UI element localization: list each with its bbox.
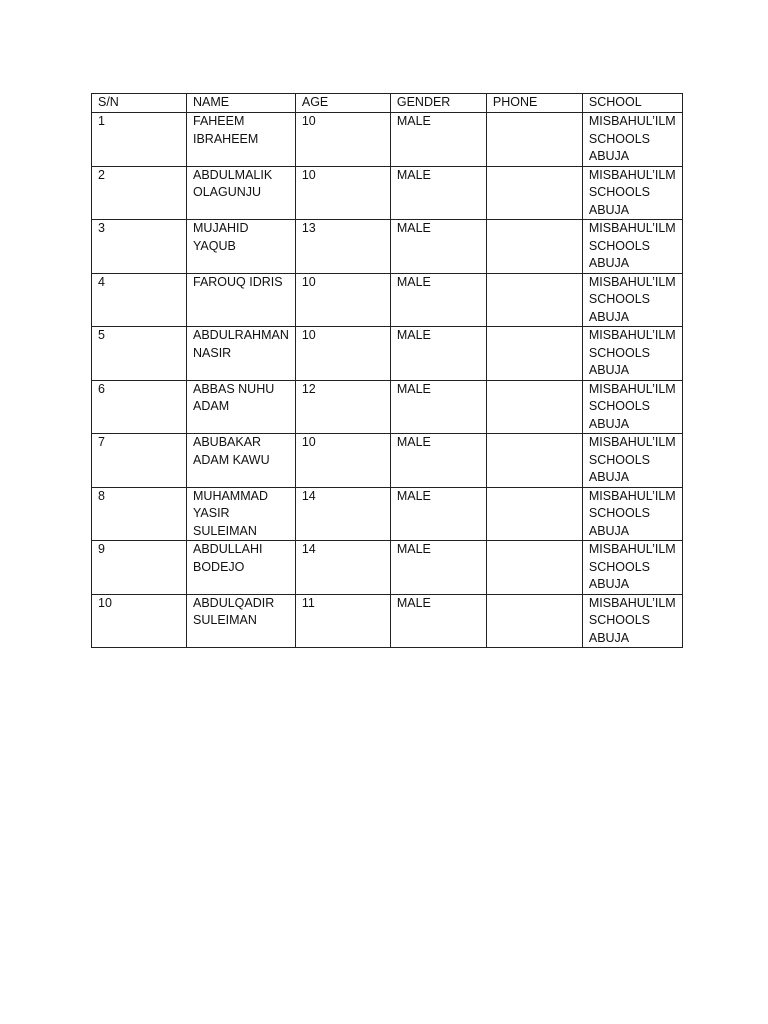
cell-name <box>187 541 296 595</box>
cell-sn <box>92 327 187 381</box>
cell-phone <box>486 380 582 434</box>
cell-name-text: ABBAS NUHU ADAM <box>193 381 275 413</box>
cell-age <box>295 487 390 541</box>
cell-sn <box>92 273 187 327</box>
cell-age-text: 14 <box>301 542 316 556</box>
cell-school <box>582 541 682 595</box>
cell-sn <box>92 434 187 488</box>
cell-sn-text: 10 <box>98 595 112 610</box>
student-table <box>91 93 683 648</box>
cell-gender-text: MALE <box>396 114 431 128</box>
cell-name-text: ABUBAKAR ADAM KAWU <box>193 435 270 467</box>
cell-age-text: 10 <box>301 274 316 289</box>
cell-gender <box>390 220 486 274</box>
cell-school <box>582 273 682 327</box>
cell-sn <box>92 113 187 167</box>
cell-school-text: MISBAHUL’ILM SCHOOLS ABUJA <box>588 488 676 538</box>
cell-school <box>582 594 682 648</box>
header-sn: S/N <box>92 94 187 113</box>
cell-school-text: MISBAHUL’ILM SCHOOLS ABUJA <box>588 381 676 431</box>
cell-age <box>295 166 390 220</box>
cell-school-text: MISBAHUL’ILM SCHOOLS ABUJA <box>588 542 676 591</box>
cell-sn-text: 4 <box>98 274 105 289</box>
cell-school-text: MISBAHUL’ILM SCHOOLS ABUJA <box>588 328 676 377</box>
cell-gender <box>390 487 486 541</box>
cell-school <box>582 113 682 167</box>
cell-age-text: 13 <box>301 221 316 235</box>
cell-sn <box>92 541 187 595</box>
cell-gender-text: MALE <box>396 381 431 396</box>
cell-age <box>295 273 390 327</box>
cell-name <box>187 487 296 541</box>
cell-age <box>295 327 390 381</box>
cell-sn <box>92 166 187 220</box>
table-row <box>92 380 683 434</box>
cell-gender <box>390 166 486 220</box>
cell-phone <box>486 487 582 541</box>
cell-sn-text: 2 <box>98 167 105 182</box>
cell-sn <box>92 487 187 541</box>
table-row <box>92 541 683 595</box>
cell-sn-text: 5 <box>98 328 105 342</box>
cell-age <box>295 220 390 274</box>
cell-school <box>582 327 682 381</box>
table-row <box>92 113 683 167</box>
table-row <box>92 273 683 327</box>
cell-age-text: 14 <box>301 488 316 503</box>
cell-school <box>582 380 682 434</box>
header-age: AGE <box>295 94 390 113</box>
cell-name-text: ABDULRAHMAN NASIR <box>193 328 289 360</box>
cell-gender-text: MALE <box>396 435 431 449</box>
cell-sn <box>92 380 187 434</box>
header-row <box>92 94 683 113</box>
header-phone: PHONE <box>486 94 582 113</box>
cell-age-text: 10 <box>301 328 316 342</box>
cell-school-text: MISBAHUL’ILM SCHOOLS ABUJA <box>588 221 676 270</box>
cell-sn <box>92 220 187 274</box>
table-row <box>92 594 683 648</box>
cell-sn <box>92 594 187 648</box>
cell-age <box>295 434 390 488</box>
cell-name <box>187 220 296 274</box>
cell-name <box>187 434 296 488</box>
cell-age-text: 10 <box>301 114 316 128</box>
cell-gender-text: MALE <box>396 595 431 610</box>
cell-phone <box>486 541 582 595</box>
cell-age-text: 10 <box>301 167 316 182</box>
cell-sn-text: 3 <box>98 221 105 235</box>
cell-phone <box>486 273 582 327</box>
cell-gender-text: MALE <box>396 167 431 182</box>
cell-phone <box>486 220 582 274</box>
cell-gender-text: MALE <box>396 221 431 235</box>
cell-sn-text: 1 <box>98 114 105 128</box>
cell-age <box>295 541 390 595</box>
header-name: NAME <box>187 94 296 113</box>
header-gender: GENDER <box>390 94 486 113</box>
cell-gender-text: MALE <box>396 328 431 342</box>
cell-phone <box>486 113 582 167</box>
cell-age-text: 11 <box>301 595 315 610</box>
cell-sn-text: 7 <box>98 435 105 449</box>
cell-gender <box>390 434 486 488</box>
table-header <box>92 94 683 113</box>
cell-phone <box>486 166 582 220</box>
table-body <box>92 113 683 648</box>
cell-age <box>295 113 390 167</box>
cell-school-text: MISBAHUL’ILM SCHOOLS ABUJA <box>588 274 676 324</box>
cell-gender <box>390 594 486 648</box>
header-school: SCHOOL <box>582 94 682 113</box>
cell-name-text: MUHAMMAD YASIR SULEIMAN <box>193 488 268 538</box>
cell-age-text: 10 <box>301 435 316 449</box>
cell-name <box>187 594 296 648</box>
cell-gender <box>390 113 486 167</box>
cell-gender-text: MALE <box>396 542 431 556</box>
cell-sn-text: 8 <box>98 488 105 503</box>
cell-school-text: MISBAHUL’ILM SCHOOLS ABUJA <box>588 114 676 163</box>
cell-school <box>582 487 682 541</box>
table-row <box>92 434 683 488</box>
cell-phone <box>486 434 582 488</box>
table-row <box>92 220 683 274</box>
cell-gender <box>390 541 486 595</box>
cell-school-text: MISBAHUL’ILM SCHOOLS ABUJA <box>588 435 676 484</box>
cell-name <box>187 166 296 220</box>
cell-name-text: MUJAHID YAQUB <box>193 221 249 253</box>
cell-name-text: ABDULLAHI BODEJO <box>193 542 263 574</box>
cell-school <box>582 220 682 274</box>
cell-name <box>187 273 296 327</box>
cell-phone <box>486 594 582 648</box>
cell-age-text: 12 <box>301 381 316 396</box>
cell-school-text: MISBAHUL’ILM SCHOOLS ABUJA <box>588 167 676 217</box>
cell-gender <box>390 380 486 434</box>
cell-name-text: ABDULMALIK OLAGUNJU <box>193 167 273 199</box>
cell-age <box>295 380 390 434</box>
cell-gender-text: MALE <box>396 274 431 289</box>
cell-gender <box>390 273 486 327</box>
cell-name <box>187 113 296 167</box>
cell-school <box>582 166 682 220</box>
cell-name <box>187 327 296 381</box>
table-row <box>92 487 683 541</box>
cell-school-text: MISBAHUL’ILM SCHOOLS ABUJA <box>588 595 676 645</box>
cell-gender <box>390 327 486 381</box>
cell-gender-text: MALE <box>396 488 431 503</box>
cell-school <box>582 434 682 488</box>
table-row <box>92 327 683 381</box>
cell-name-text: FAHEEM IBRAHEEM <box>193 114 259 146</box>
cell-sn-text: 9 <box>98 542 105 556</box>
cell-name <box>187 380 296 434</box>
cell-age <box>295 594 390 648</box>
cell-phone <box>486 327 582 381</box>
cell-sn-text: 6 <box>98 381 105 396</box>
cell-name-text: FAROUQ IDRIS <box>193 274 283 289</box>
cell-name-text: ABDULQADIR SULEIMAN <box>193 595 275 627</box>
table-row <box>92 166 683 220</box>
